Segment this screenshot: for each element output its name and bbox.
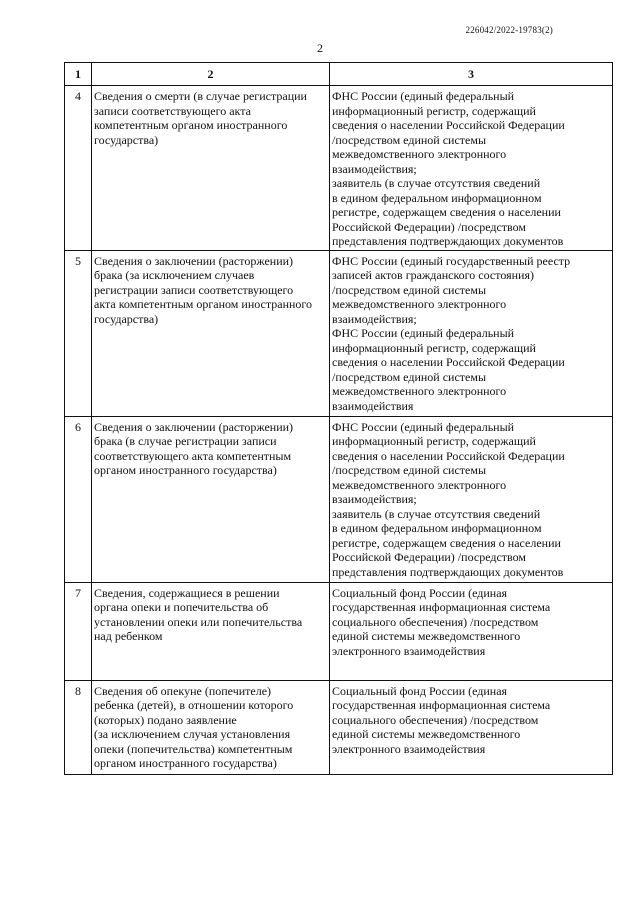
row-number: 4 bbox=[65, 86, 92, 251]
info-description-cell bbox=[92, 416, 330, 582]
text-line: заявитель (в случае отсутствия сведений bbox=[332, 506, 541, 521]
text-line: электронного взаимодействия bbox=[332, 741, 486, 756]
text-line: межведомственного электронного bbox=[332, 147, 507, 161]
text-line: Сведения о заключении (расторжении) bbox=[94, 419, 294, 434]
text-line: взаимодействия; bbox=[332, 161, 417, 176]
text-line: органа опеки и попечительства об bbox=[94, 600, 269, 614]
text-line: взаимодействия; bbox=[332, 311, 417, 326]
info-description-cell bbox=[92, 680, 330, 774]
row-number: 7 bbox=[65, 582, 92, 680]
text-line: взаимодействия; bbox=[332, 492, 417, 506]
info-source-cell bbox=[330, 582, 613, 680]
text-line: электронного взаимодействия bbox=[332, 643, 486, 658]
text-line: Сведения, содержащиеся в решении bbox=[94, 585, 280, 600]
page-number: 2 bbox=[317, 41, 323, 55]
text-line: информационный регистр, содержащий bbox=[332, 434, 536, 448]
text-line: акта компетентным органом иностранного bbox=[94, 297, 313, 311]
row-number: 5 bbox=[65, 250, 92, 416]
column-header: 3 bbox=[330, 63, 613, 86]
text-line: Социальный фонд России (единая bbox=[332, 585, 508, 600]
row-number: 6 bbox=[65, 416, 92, 582]
text-line: представления подтверждающих документов bbox=[332, 234, 564, 248]
text-line: ФНС России (единый федеральный bbox=[332, 89, 515, 103]
text-line: записи соответствующего акта bbox=[94, 103, 251, 118]
text-line: регистре, содержащем сведения о населении bbox=[332, 205, 561, 219]
info-source-cell bbox=[330, 86, 613, 251]
info-source-cell bbox=[330, 250, 613, 416]
text-line: информационный регистр, содержащий bbox=[332, 103, 536, 118]
table-row bbox=[65, 250, 613, 416]
text-line: государства) bbox=[94, 311, 159, 326]
text-line: /посредством единой системы bbox=[332, 463, 487, 477]
text-line: /посредством единой системы bbox=[332, 132, 487, 147]
text-line: сведения о населении Российской Федерации bbox=[332, 355, 565, 369]
text-line: межведомственного электронного bbox=[332, 297, 507, 311]
text-line: сведения о населении Российской Федерации bbox=[332, 118, 565, 132]
text-line: Российской Федерации) /посредством bbox=[332, 550, 526, 564]
text-line: ФНС России (единый федеральный bbox=[332, 419, 515, 434]
text-line: над ребенком bbox=[94, 629, 163, 643]
text-line: Российской Федерации) /посредством bbox=[332, 219, 526, 234]
text-line: социального обеспечения) /посредством bbox=[332, 614, 539, 629]
table-row bbox=[65, 680, 613, 774]
document-number: 226042/2022-19783(2) bbox=[465, 25, 553, 35]
table-row bbox=[65, 86, 613, 251]
text-line: сведения о населении Российской Федерации bbox=[332, 448, 565, 463]
text-line: компетентным органом иностранного bbox=[94, 118, 288, 132]
table-header-row bbox=[65, 63, 613, 86]
text-line: опеки (попечительства) компетентным bbox=[94, 741, 293, 756]
text-line: /посредством единой системы bbox=[332, 282, 487, 297]
text-line: брака (в случае регистрации записи bbox=[94, 434, 277, 448]
text-line: межведомственного электронного bbox=[332, 477, 507, 492]
table-row bbox=[65, 582, 613, 680]
text-line: установлении опеки или попечительства bbox=[94, 614, 303, 629]
text-line: (за исключением случая установления bbox=[94, 727, 291, 741]
text-line: межведомственного электронного bbox=[332, 384, 507, 398]
text-line: Социальный фонд России (единая bbox=[332, 683, 508, 698]
info-description-cell bbox=[92, 86, 330, 251]
text-line: органом иностранного государства) bbox=[94, 756, 277, 770]
table-row bbox=[65, 416, 613, 582]
text-line: Сведения об опекуне (попечителе) bbox=[94, 683, 272, 698]
text-line: государственная информационная система bbox=[332, 600, 551, 614]
row-number: 8 bbox=[65, 680, 92, 774]
text-line: социального обеспечения) /посредством bbox=[332, 712, 539, 727]
text-line: регистре, содержащем сведения о населении bbox=[332, 535, 561, 550]
text-line: Сведения о заключении (расторжении) bbox=[94, 253, 294, 268]
text-line: записей актов гражданского состояния) bbox=[332, 268, 534, 282]
text-line: в едином федеральном информационном bbox=[332, 190, 542, 205]
text-line: ФНС России (единый государственный реестр bbox=[332, 253, 571, 268]
text-line: представления подтверждающих документов bbox=[332, 564, 564, 579]
text-line: /посредством единой системы bbox=[332, 369, 487, 384]
text-line: регистрации записи соответствующего bbox=[94, 282, 294, 297]
column-header: 2 bbox=[92, 63, 330, 86]
info-description-cell bbox=[92, 250, 330, 416]
text-line: взаимодействия bbox=[332, 398, 414, 413]
text-line: единой системы межведомственного bbox=[332, 727, 521, 741]
text-line: единой системы межведомственного bbox=[332, 629, 521, 643]
sources-table bbox=[64, 62, 613, 775]
info-source-cell bbox=[330, 680, 613, 774]
text-line: (которых) подано заявление bbox=[94, 712, 237, 727]
text-line: государственная информационная система bbox=[332, 698, 551, 712]
text-line: ФНС России (единый федеральный bbox=[332, 326, 515, 340]
text-line: соответствующего акта компетентным bbox=[94, 448, 292, 463]
text-line: информационный регистр, содержащий bbox=[332, 340, 536, 355]
text-line: государства) bbox=[94, 132, 159, 147]
text-line: заявитель (в случае отсутствия сведений bbox=[332, 176, 541, 190]
text-line: в едином федеральном информационном bbox=[332, 521, 542, 535]
text-line: органом иностранного государства) bbox=[94, 463, 277, 477]
text-line: брака (за исключением случаев bbox=[94, 268, 255, 282]
info-source-cell bbox=[330, 416, 613, 582]
info-description-cell bbox=[92, 582, 330, 680]
text-line: Сведения о смерти (в случае регистрации bbox=[94, 89, 307, 103]
text-line: ребенка (детей), в отношении которого bbox=[94, 698, 294, 712]
column-header: 1 bbox=[65, 63, 92, 86]
